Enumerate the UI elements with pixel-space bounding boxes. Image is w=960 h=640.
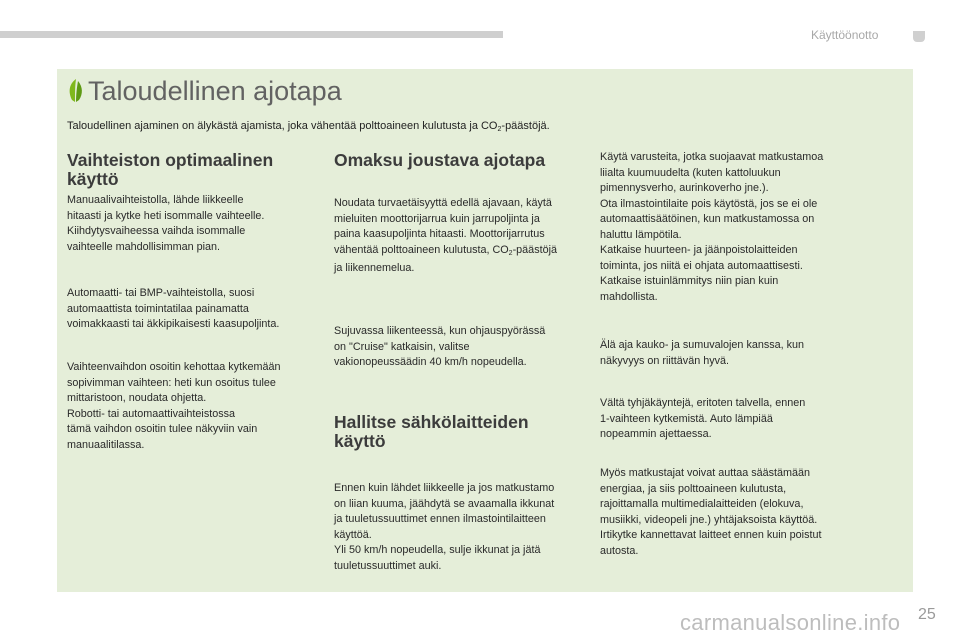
flexible-paragraph-1: Noudata turvaetäisyyttä edellä ajavaan, käytä mieluiten moottorijarrua kuin jarrupoljinta ja paina kaasupoljinta hitaasti. Moottorijarrutus vähentää polttoaineen kulutusta, $CO_2$-päästöjä ja liikennemelua. — [334, 197, 557, 274]
heading-flexible-driving: Omaksu joustava ajotapa — [334, 150, 546, 170]
col3-paragraph-2: Älä aja kauko- ja sumuvalojen kanssa, kun näkyvyys on riittävän hyvä. — [600, 339, 805, 367]
heading-electrical: Hallitse sähkölaitteiden käyttö — [334, 412, 529, 451]
col3-paragraph-3: Vältä tyhjäkäyntejä, eritoten talvella, ennen 1-vaihteen kytkemistä. Auto lämpiää nopeammin ajettaessa. — [600, 397, 806, 440]
gearbox-paragraph-1: Manuaalivaihteistolla, lähde liikkeelle hitaasti ja kytke heti isommalle vaihteelle. Kiihdytysvaiheessa vaihda isommalle vaihteelle mahdollisimman pian. — [67, 194, 265, 253]
watermark: carmanualsonline.info — [680, 610, 901, 635]
intro-text: Taloudellinen ajaminen on älykästä ajamista, joka vähentää polttoaineen kulutusta ja $CO_2$-päästöjä. — [67, 120, 550, 133]
page-corner-tab — [913, 31, 925, 42]
electrical-paragraph-1: Ennen kuin lähdet liikkeelle ja jos matkustamo on liian kuuma, jäähdytä se avaamalla ikkunat ja tuuletussuuttimet ennen ilmastointilaitteen käyttöä. Yli 50 km/h nopeudella, sulje ikkunat ja jätä tuuletussuuttimet auki. — [334, 482, 555, 572]
col3-paragraph-4: Myös matkustajat voivat auttaa säästämään energiaa, ja siis polttoaineen kulutusta, rajoittamalla multimedialaitteiden (elokuva, musiikki, videopeli jne.) yhtäjaksoista käyttöä. Irtikytke kannettavat laitteet ennen kuin poistut autosta. — [600, 467, 822, 557]
page-number: 25 — [918, 606, 936, 623]
flexible-paragraph-2: Sujuvassa liikenteessä, kun ohjauspyörässä on "Cruise" katkaisin, valitse vakionopeussäädin 40 km/h nopeudella. — [334, 325, 546, 368]
header-bar — [0, 31, 503, 38]
section-title: Käyttöönotto — [811, 28, 879, 42]
gearbox-paragraph-3: Vaihteenvaihdon osoitin kehottaa kytkemään sopivimman vaihteen: heti kun osoitus tulee mittaristoon, noudata ohjetta. Robotti- tai automaattivaihteistossa tämä vaihdon osoitin tulee näkyviin vain manuaalitilassa. — [67, 361, 281, 451]
col3-paragraph-1: Käytä varusteita, jotka suojaavat matkustamoa liialta kuumuudelta (kuten kattoluukun pimennysverho, aurinkoverho jne.). Ota ilmastointilaite pois käytöstä, jos se ei ole automaattisäätöinen, kun matkustamossa on haluttu lämpötila. Katkaise huurteen- ja jäänpoistolaitteiden toiminta, jos niitä ei ohjata automaattisesti. Katkaise istuinlämmitys niin pian kuin mahdollista. — [600, 151, 824, 303]
page-title: Taloudellinen ajotapa — [88, 76, 342, 106]
gearbox-paragraph-2: Automaatti- tai BMP-vaihteistolla, suosi automaattista toimintatilaa painamatta voimakkaasti tai äkkipikaisesti kaasupoljinta. — [67, 287, 280, 330]
leaf-icon — [67, 78, 85, 104]
heading-gearbox: Vaihteiston optimaalinen käyttö — [67, 150, 274, 189]
